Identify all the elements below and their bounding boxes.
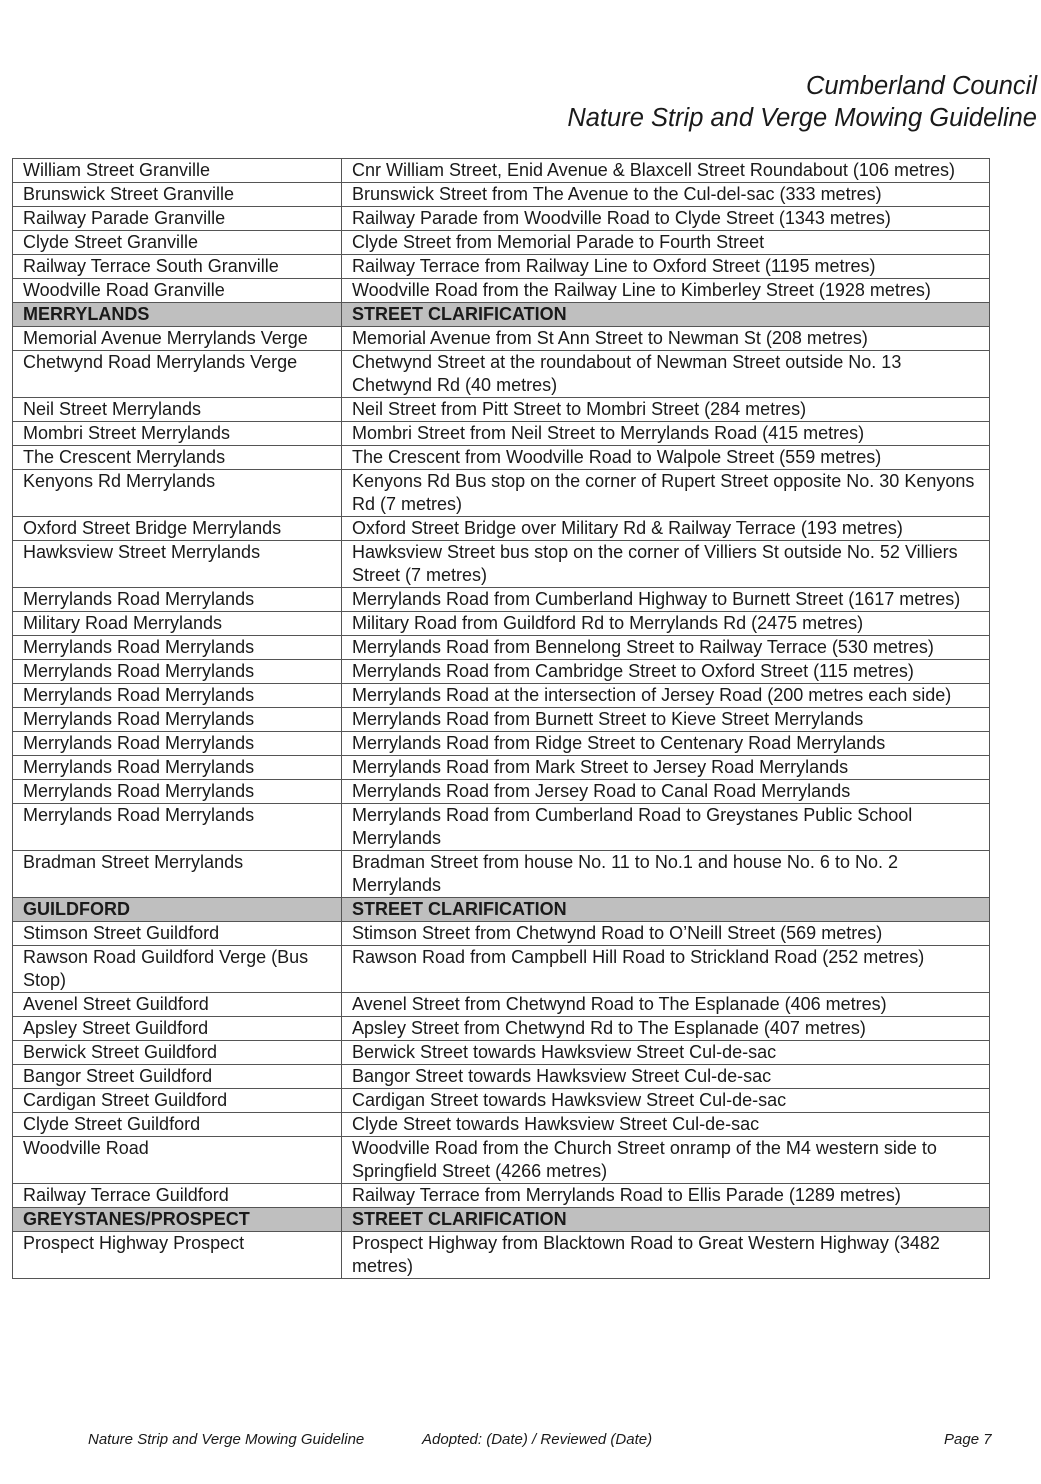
location-cell: Chetwynd Road Merrylands Verge [13,351,342,398]
section-column-label: STREET CLARIFICATION [342,1208,990,1232]
clarification-cell: Bangor Street towards Hawksview Street Cul-de-sac [342,1065,990,1089]
clarification-cell: Merrylands Road from Mark Street to Jersey Road Merrylands [342,756,990,780]
table-row [13,588,990,612]
location-cell: Merrylands Road Merrylands [13,780,342,804]
clarification-cell: Railway Parade from Woodville Road to Clyde Street (1343 metres) [342,207,990,231]
location-cell: Brunswick Street Granville [13,183,342,207]
table-row [13,612,990,636]
clarification-cell: Hawksview Street bus stop on the corner of Villiers St outside No. 52 Villiers Street (7 metres) [342,541,990,588]
location-cell: Merrylands Road Merrylands [13,636,342,660]
clarification-cell: Rawson Road from Campbell Hill Road to Strickland Road (252 metres) [342,946,990,993]
table-body [13,159,990,1279]
table-row [13,255,990,279]
table-row [13,183,990,207]
table-row [13,470,990,517]
clarification-cell: Chetwynd Street at the roundabout of Newman Street outside No. 13 Chetwynd Rd (40 metres) [342,351,990,398]
table-row [13,946,990,993]
table-row [13,1137,990,1184]
clarification-cell: Clyde Street from Memorial Parade to Fourth Street [342,231,990,255]
clarification-cell: Cardigan Street towards Hawksview Street Cul-de-sac [342,1089,990,1113]
location-cell: Avenel Street Guildford [13,993,342,1017]
clarification-cell: Merrylands Road from Jersey Road to Canal Road Merrylands [342,780,990,804]
table-row [13,159,990,183]
footer-document-title: Nature Strip and Verge Mowing Guideline [88,1431,365,1448]
location-cell: Merrylands Road Merrylands [13,708,342,732]
location-cell: Kenyons Rd Merrylands [13,470,342,517]
table-row [13,279,990,303]
table-row [13,756,990,780]
table-row [13,851,990,898]
clarification-cell: Merrylands Road from Cumberland Road to Greystanes Public School Merrylands [342,804,990,851]
footer-page-number: Page 7 [944,1431,992,1448]
clarification-cell: Berwick Street towards Hawksview Street Cul-de-sac [342,1041,990,1065]
header-organisation: Cumberland Council [805,72,1037,100]
location-cell: Railway Terrace Guildford [13,1184,342,1208]
location-cell: Memorial Avenue Merrylands Verge [13,327,342,351]
clarification-cell: Merrylands Road from Bennelong Street to Railway Terrace (530 metres) [342,636,990,660]
section-title: MERRYLANDS [13,303,342,327]
location-cell: The Crescent Merrylands [13,446,342,470]
clarification-cell: Woodville Road from the Church Street onramp of the M4 western side to Springfield Street (4266 metres) [342,1137,990,1184]
table-row [13,1041,990,1065]
table-row [13,1232,990,1279]
location-cell: Berwick Street Guildford [13,1041,342,1065]
clarification-cell: Railway Terrace from Railway Line to Oxford Street (1195 metres) [342,255,990,279]
section-title: GREYSTANES/PROSPECT [13,1208,342,1232]
location-cell: Bradman Street Merrylands [13,851,342,898]
location-cell: Merrylands Road Merrylands [13,660,342,684]
clarification-cell: Prospect Highway from Blacktown Road to Great Western Highway (3482 metres) [342,1232,990,1279]
section-header-row [13,303,990,327]
table-row [13,1184,990,1208]
table-row [13,684,990,708]
clarification-cell: Oxford Street Bridge over Military Rd & Railway Terrace (193 metres) [342,517,990,541]
header-document-title: Nature Strip and Verge Mowing Guideline [567,104,1037,132]
section-column-label: STREET CLARIFICATION [342,303,990,327]
location-cell: Stimson Street Guildford [13,922,342,946]
clarification-cell: Merrylands Road at the intersection of Jersey Road (200 metres each side) [342,684,990,708]
table-row [13,804,990,851]
clarification-cell: Clyde Street towards Hawksview Street Cul-de-sac [342,1113,990,1137]
location-cell: Merrylands Road Merrylands [13,732,342,756]
clarification-cell: Memorial Avenue from St Ann Street to Newman St (208 metres) [342,327,990,351]
section-column-label: STREET CLARIFICATION [342,898,990,922]
location-cell: Merrylands Road Merrylands [13,684,342,708]
table-row [13,327,990,351]
table-row [13,1113,990,1137]
table-row [13,1017,990,1041]
section-title: GUILDFORD [13,898,342,922]
location-cell: Clyde Street Granville [13,231,342,255]
table-row [13,446,990,470]
table-row [13,708,990,732]
clarification-cell: Stimson Street from Chetwynd Road to O’Neill Street (569 metres) [342,922,990,946]
clarification-cell: Military Road from Guildford Rd to Merrylands Rd (2475 metres) [342,612,990,636]
table-row [13,207,990,231]
location-cell: Apsley Street Guildford [13,1017,342,1041]
table-row [13,398,990,422]
clarification-cell: Merrylands Road from Cambridge Street to Oxford Street (115 metres) [342,660,990,684]
page-header [567,70,1037,134]
location-cell: Military Road Merrylands [13,612,342,636]
table-row [13,422,990,446]
location-cell: Oxford Street Bridge Merrylands [13,517,342,541]
clarification-cell: Woodville Road from the Railway Line to Kimberley Street (1928 metres) [342,279,990,303]
location-cell: Prospect Highway Prospect [13,1232,342,1279]
table-row [13,1065,990,1089]
clarification-cell: Apsley Street from Chetwynd Rd to The Esplanade (407 metres) [342,1017,990,1041]
location-cell: Mombri Street Merrylands [13,422,342,446]
table-row [13,993,990,1017]
location-cell: Woodville Road [13,1137,342,1184]
table-row [13,660,990,684]
location-cell: Cardigan Street Guildford [13,1089,342,1113]
location-cell: Merrylands Road Merrylands [13,756,342,780]
clarification-cell: Kenyons Rd Bus stop on the corner of Rupert Street opposite No. 30 Kenyons Rd (7 metres) [342,470,990,517]
clarification-cell: Neil Street from Pitt Street to Mombri Street (284 metres) [342,398,990,422]
clarification-cell: Avenel Street from Chetwynd Road to The Esplanade (406 metres) [342,993,990,1017]
table-row [13,541,990,588]
table-row [13,922,990,946]
clarification-cell: Railway Terrace from Merrylands Road to Ellis Parade (1289 metres) [342,1184,990,1208]
location-cell: William Street Granville [13,159,342,183]
location-cell: Railway Terrace South Granville [13,255,342,279]
footer-adoption-info: Adopted: (Date) / Reviewed (Date) [422,1431,653,1448]
table-row [13,517,990,541]
clarification-cell: Merrylands Road from Burnett Street to Kieve Street Merrylands [342,708,990,732]
clarification-cell: Cnr William Street, Enid Avenue & Blaxcell Street Roundabout (106 metres) [342,159,990,183]
table-row [13,231,990,255]
clarification-cell: Mombri Street from Neil Street to Merrylands Road (415 metres) [342,422,990,446]
location-cell: Merrylands Road Merrylands [13,804,342,851]
location-cell: Merrylands Road Merrylands [13,588,342,612]
clarification-cell: Merrylands Road from Ridge Street to Centenary Road Merrylands [342,732,990,756]
table-row [13,1089,990,1113]
table-row [13,636,990,660]
clarification-cell: Merrylands Road from Cumberland Highway to Burnett Street (1617 metres) [342,588,990,612]
location-cell: Woodville Road Granville [13,279,342,303]
location-cell: Bangor Street Guildford [13,1065,342,1089]
section-header-row [13,1208,990,1232]
location-cell: Railway Parade Granville [13,207,342,231]
section-header-row [13,898,990,922]
location-cell: Clyde Street Guildford [13,1113,342,1137]
page-footer [0,1431,1041,1453]
table-row [13,732,990,756]
mowing-locations-table [12,158,990,1279]
clarification-cell: The Crescent from Woodville Road to Walpole Street (559 metres) [342,446,990,470]
location-cell: Neil Street Merrylands [13,398,342,422]
location-cell: Hawksview Street Merrylands [13,541,342,588]
table-row [13,351,990,398]
clarification-cell: Brunswick Street from The Avenue to the Cul-del-sac (333 metres) [342,183,990,207]
location-cell: Rawson Road Guildford Verge (Bus Stop) [13,946,342,993]
table-row [13,780,990,804]
clarification-cell: Bradman Street from house No. 11 to No.1 and house No. 6 to No. 2 Merrylands [342,851,990,898]
